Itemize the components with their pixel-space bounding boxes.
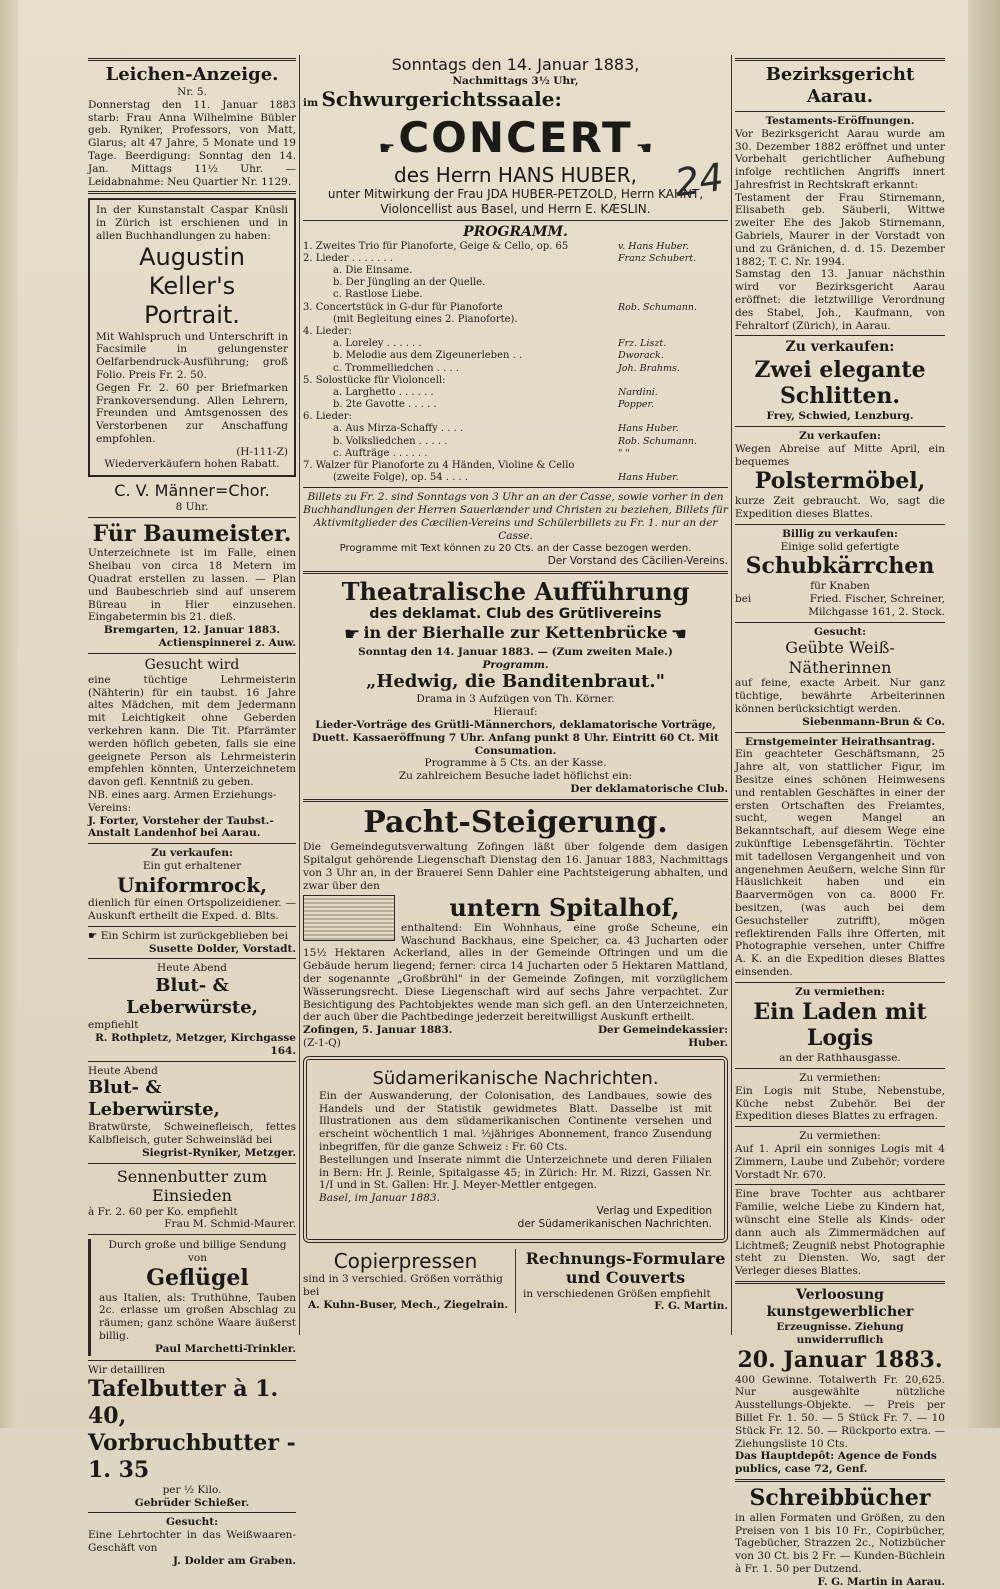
polster-pre: Wegen Abreise auf Mitte April, ein bequemes	[735, 442, 945, 468]
keller-footer: Wiederverkäufern hohen Rabatt.	[104, 458, 280, 471]
programm-row	[303, 363, 728, 375]
programm-row	[303, 399, 728, 411]
pacht-sign: Huber.	[688, 1037, 728, 1050]
schirm-name: Susette Dolder, Vorstadt.	[148, 942, 296, 955]
programm-item: c. Rastlose Liebe.	[333, 289, 423, 301]
tochter-text: Eine brave Tochter aus achtbarer Familie, welche Liebe zu Kindern hat, wünscht eine Stelle als Kinds- oder dann auch als Zimmermädchen auf Lichtmeß; Zeugniß nebst Photographie steht zu Diensten. Wo, sagt der Verleger dieses Blattes.	[735, 1188, 945, 1278]
schlitten-title: Zwei elegante Schlitten.	[754, 356, 926, 410]
gefluegel-ad	[88, 1239, 296, 1355]
tafel-line-1: Tafelbutter à 1. 40,	[88, 1376, 279, 1430]
programm-row	[303, 302, 728, 314]
concert-place-line: im Schwurgerichtssaale:	[303, 87, 562, 112]
lehr-title: Gesucht wird	[144, 656, 240, 673]
uniform-head: Zu verkaufen:	[151, 847, 233, 860]
programm-composer: Frz. Liszt.	[618, 338, 667, 350]
schlitten-head: Zu verkaufen:	[785, 339, 895, 356]
schub-pre: Einige solid gefertigte	[780, 540, 900, 553]
programm-composer	[618, 326, 728, 338]
right-column	[735, 55, 945, 1589]
lehrtochter-sign: J. Dolder am Graben.	[173, 1554, 296, 1567]
logis-head: Zu vermiethen:	[799, 1072, 881, 1085]
pointing-hand-right-icon: ☛	[343, 623, 361, 645]
programm-item: a. Die Einsame.	[333, 265, 413, 277]
theater-play: „Hedwig, die Banditenbraut."	[365, 671, 665, 693]
programm-row	[303, 423, 728, 435]
programm-item: c. Trommelliedchen . . . .	[333, 362, 460, 374]
bezirk-title: Bezirksgericht Aarau.	[765, 64, 915, 107]
bezirk-text-3: Samstag den 13. Januar nächsthin wird vor Bezirksgericht Aarau eröffnet: die letztwillige Verordnung des Stabel, Joh., Kaufmann, von Fehraltorf (Zürich), in Aarau.	[735, 268, 945, 332]
programm-composer: Hans Huber.	[618, 472, 679, 484]
programm-item: b. 2te Gavotte . . . . .	[333, 399, 437, 411]
schreib-title: Schreibbücher	[749, 1484, 931, 1511]
programm-composer: Popper.	[618, 399, 655, 411]
naeh-head: Gesucht:	[814, 625, 866, 638]
copier-title: Copierpressen	[333, 1248, 478, 1273]
tafel-pre: Wir detailliren	[88, 1363, 166, 1376]
pacht-place-date: Zofingen, 5. Januar 1883.	[303, 1024, 453, 1037]
programm-item: c. Aufträge . . . . . .	[333, 447, 428, 459]
programm-row	[303, 277, 728, 289]
programm-item: 6. Lieder:	[303, 411, 352, 423]
polster-title: Polstermöbel,	[754, 468, 926, 495]
verloosung-title: Verloosung kunstgewerblicher	[766, 1286, 914, 1321]
programm-row	[303, 314, 728, 326]
billets-text: Billets zu Fr. 2. sind Sonntags von 3 Uhr an an der Casse, sowie vorher in den Buchhandlungen der Herren Sauerlænder und Christen zu beziehen, Billets für Aktivmitglieder des Cæcilien-Vereins und Schülerbillets zu Fr. 1. nur an der Casse.	[303, 491, 728, 542]
programm-row	[303, 448, 728, 460]
schlitten-sign: Frey, Schwied, Lenzburg.	[766, 410, 914, 423]
uniform-text: dienlich für einen Ortspolizeidiener. — Auskunft ertheilt die Exped. d. Blts.	[88, 897, 296, 923]
leichen-text: Donnerstag den 11. Januar 1883 starb: Frau Anna Wilhelmine Bübler geb. Ryniker, Professors, von Matt, Glarus; alt 47 Jahre, 5 Monate und 19 Tage. Beerdigung: Sonntag den 14. Jan. Mittags 11½ Uhr. — Leidabnahme: Neu Quartier Nr. 1129.	[88, 98, 296, 188]
verloosung-sub: Erzeugnisse. Ziehung unwiderruflich	[776, 1321, 904, 1346]
programm-row	[303, 289, 728, 301]
schub-head: Billig zu verkaufen:	[782, 527, 898, 540]
pacht-role: Der Gemeindekassier:	[597, 1024, 728, 1037]
schub-sign: Fried. Fischer, Schreiner, Milchgasse 161, 2. Stock.	[808, 593, 945, 618]
gefluegel-title: Geflügel	[146, 1264, 249, 1291]
programm-composer: Rob. Schumann.	[618, 301, 697, 313]
blut2-sign: Siegrist-Ryniker, Metzger.	[142, 1146, 296, 1159]
naeh-title: Geübte Weiß-Nätherinnen	[785, 638, 895, 677]
column-divider-left	[299, 55, 300, 1335]
schub-text: bei	[735, 593, 752, 606]
programm-row	[303, 326, 728, 338]
bezirk-text-1: Vor Bezirksgericht Aarau wurde am 30. Dezember 1882 eröffnet und unter Vorbehalt gerichtlicher Aufhebung infolge rechtlichen Angriffs innert Jahresfrist in Rechtskraft erkannt:	[735, 127, 945, 191]
theater-programm: Programm.	[482, 658, 549, 671]
keller-code: (H-111-Z)	[236, 445, 288, 458]
concert-place: Schwurgerichtssaale:	[321, 87, 562, 112]
lehrtochter-head: Gesucht:	[166, 1516, 218, 1529]
suedamerika-sign-1: Verlag und Expedition	[596, 1204, 712, 1217]
leichen-number: Nr. 5.	[177, 85, 207, 98]
keller-title-1: Augustin Keller's	[139, 242, 245, 300]
programm-item: (zweite Folge), op. 54 . . . .	[333, 472, 469, 484]
laden-title: Ein Laden mit Logis	[753, 998, 927, 1052]
pacht-text-1: Die Gemeindegutsverwaltung Zofingen läßt über folgende dem dasigen Spitalgut gehörende Liegenschaft Dienstag den 16. Januar 1883, Nachmittags von 3 Uhr an, in der Brauerei Senn Dahler eine Pachtsteigerung abhalten, und zwar über den	[303, 841, 728, 892]
theater-hierauf: Hierauf:	[493, 706, 538, 719]
blut1-sign: R. Rothpletz, Metzger, Kirchgasse 164.	[95, 1031, 296, 1057]
rechnung-title: Rechnungs-Formulare	[525, 1248, 726, 1268]
concert-with: unter Mitwirkung der Frau JDA HUBER-PETZOLD, Herrn KAHNT, Violoncellist aus Basel, und Herrn E. KÆSLIN.	[327, 187, 704, 216]
pacht-code: (Z-1-Q)	[303, 1037, 341, 1050]
cv-time: 8 Uhr.	[175, 500, 209, 513]
programm-composer	[618, 314, 728, 326]
senn-title: Sennenbutter zum Einsieden	[116, 1166, 268, 1206]
laden-head: Zu vermiethen:	[795, 985, 885, 998]
pointing-hand-left-icon: ☚	[670, 623, 688, 645]
schub-sub: für Knaben	[810, 580, 870, 593]
gefluegel-sign: Paul Marchetti-Trinkler.	[154, 1342, 296, 1355]
blut1-pre: Heute Abend	[157, 962, 227, 975]
programm-composer: " "	[618, 447, 630, 459]
programm-item: a. Aus Mirza-Schaffy . . . .	[333, 423, 464, 435]
bezirk-text-2: Testament der Frau Stirnemann, Elisabeth geb. Säuberli, Wittwe zweiter Ehe des Jakob Stirnemann, Gabriels, Maurer in der Vorstadt von und zu Gränichen, d. d. 15. Dezember 1882; T. C. Nr. 1994.	[735, 191, 945, 268]
uniform-title: Uniformrock,	[116, 872, 268, 897]
programm-row	[303, 436, 728, 448]
rechnung-ad	[523, 1249, 728, 1314]
logis2-head: Zu vermiethen:	[799, 1130, 881, 1143]
lehr-nb: NB. eines aarg. Armen Erziehungs-Vereins:	[88, 789, 277, 814]
pointing-hand-left-icon: ☚	[635, 137, 653, 159]
pointing-hand-icon: ☛	[88, 929, 101, 942]
keller-ad	[88, 198, 296, 477]
programm-composer: Rob. Schumann.	[618, 435, 697, 447]
concert-time: Nachmittags 3½ Uhr,	[452, 74, 579, 87]
baumeister-sign: Actienspinnerei z. Auw.	[158, 637, 296, 649]
keller-title-2: Portrait.	[144, 301, 240, 330]
polster-text: kurze Zeit gebraucht. Wo, sagt die Expedition dieses Blattes.	[735, 495, 945, 520]
tafel-line-2: Vorbruchbutter - 1. 35	[88, 1430, 296, 1483]
concert-title: CONCERT	[398, 112, 633, 162]
lehrtochter-text: Eine Lehrtochter in das Weißwaaren-Geschäft von	[88, 1529, 296, 1554]
programm-composer	[618, 277, 728, 289]
left-column	[88, 55, 296, 1568]
pacht-place-line	[303, 893, 728, 922]
naeh-sign: Siebenmann-Brun & Co.	[802, 715, 945, 728]
programm-item: 3. Concertstück in G-dur für Pianoforte	[303, 301, 503, 313]
naeh-text: auf feine, exacte Arbeit. Nur ganz tüchtige, bewährte Arbeiterinnen können berücksichtigt werden.	[735, 677, 945, 716]
laden-text: an der Rathhausgasse.	[779, 1052, 901, 1065]
theater-date: Sonntag den 14. Januar 1883. — (Zum zweiten Male.)	[358, 645, 673, 658]
programm-composer: Hans Huber.	[618, 423, 679, 435]
middle-column	[303, 55, 728, 1313]
programm-composer	[618, 375, 728, 387]
programm-row	[303, 253, 728, 265]
programm-item: b. Der Jüngling an der Quelle.	[333, 277, 486, 289]
verloosung-text: 400 Gewinne. Totalwerth Fr. 20,625. Nur ausgewählte nützliche Ausstellungs-Objekte. — Preis per Billet Fr. 1. 50. — 5 Stück Fr. 7. — 10 Stück Fr. 12. 50. — Rückporto extra. — Ziehungsliste 10 Cts.	[735, 1373, 945, 1450]
tafel-unit: per ½ Kilo.	[162, 1483, 222, 1496]
baumeister-place: Bremgarten, 12. Januar 1883.	[103, 624, 281, 637]
schreib-sign: F. G. Martin in Aarau.	[817, 1575, 945, 1588]
concert-title-line	[303, 112, 728, 163]
programm-item: 4. Lieder:	[303, 325, 352, 337]
suedamerika-sign-2: der Südamerikanischen Nachrichten.	[517, 1217, 712, 1230]
rechnung-text: in verschiedenen Größen empfiehlt	[523, 1287, 711, 1300]
keller-text-2: Gegen Fr. 2. 60 per Briefmarken Frankoversendung. Allen Lehrern, Freunden und Amtsgenossen des Verstorbenen zur Anschaffung empfohlen.	[96, 381, 288, 445]
programm-list	[303, 241, 728, 485]
theater-invite: Zu zahlreichem Besuche ladet höflichst ein:	[398, 770, 633, 783]
schub-title: Schubkärrchen	[745, 553, 935, 580]
baumeister-text: Unterzeichnete ist im Falle, einen Sheibau von circa 18 Metern im Quadrat erstellen zu lassen. — Plan und Baubeschrieb sind auf unserem Büreau in Hier einzusehen. Eingabetermin bis 21. dieß.	[88, 547, 296, 624]
copier-sign: A. Kuhn-Buser, Mech., Ziegelrain.	[307, 1298, 508, 1311]
keller-intro: In der Kunstanstalt Caspar Knüsli in Zürich ist erschienen und in allen Buchhandlungen zu haben:	[96, 204, 288, 242]
theater-title: Theatralische Aufführung	[341, 576, 690, 606]
blut2-title: Blut- & Leberwürste,	[88, 1077, 220, 1121]
schirm-text: ☛ Ein Schirm ist zurückgeblieben bei	[88, 929, 288, 942]
suedamerika-text-2: Bestellungen und Inserate nimmt die Unterzeichnete und deren Filialen in Bern: Hr. J. Reinle, Spitalgasse 45; in Zürich: Hr. M. Rizzi, Gassen Nr. 1/I und in St. Gallen: Hr. J. Meyer-Mettler entgegen.	[319, 1153, 712, 1192]
logis2-text: Auf 1. April ein sonniges Logis mit 4 Zimmern, Laube und Zubehör; vordere Vorstadt Nr. 670.	[735, 1143, 945, 1181]
copier-text: sind in 3 verschied. Größen vorräthig bei	[303, 1272, 503, 1298]
programm-composer	[618, 265, 728, 277]
pacht-footer	[303, 1024, 728, 1037]
baumeister-title: Für Baumeister.	[92, 520, 292, 547]
bottom-ads	[303, 1249, 728, 1314]
suedamerika-ad	[303, 1056, 728, 1243]
gefluegel-text: aus Italien, als: Truthühne, Tauben 2c. erlasse um großen Abschlag zu räumen; ganz schöne Waare äußerst billig.	[99, 1291, 296, 1343]
programm-row	[303, 411, 728, 423]
programm-composer: Dworack.	[618, 350, 664, 362]
programm-item: a. Loreley . . . . . .	[333, 338, 422, 350]
theater-place: in der Bierhalle zur Kettenbrücke	[363, 622, 668, 642]
verloosung-depot: Das Hauptdepôt: Agence de Fonds publics, case 72, Genf.	[735, 1450, 937, 1476]
programm-item: a. Larghetto . . . . . .	[333, 386, 434, 398]
handwritten-annotation: 24	[672, 154, 727, 206]
concert-date: Sonntags den 14. Januar 1883,	[391, 55, 640, 74]
programm-composer	[618, 460, 728, 472]
blut1-title: Blut- & Leberwürste,	[126, 975, 258, 1019]
programm-row	[303, 387, 728, 399]
uniform-sub: Ein gut erhaltener	[142, 860, 242, 873]
theater-lieder: Lieder-Vorträge des Grütli-Männerchors, deklamatorische Vorträge, Duett. Kassaeröffnung 7 Uhr. Anfang punkt 8 Uhr. Eintritt 60 Ct. Mit Consumation.	[312, 719, 719, 757]
programm-row	[303, 338, 728, 350]
programm-item: b. Volksliedchen . . . . .	[333, 435, 448, 447]
heirat-title: Ernstgemeinter Heirathsantrag.	[744, 735, 936, 748]
blut1-text: empfiehlt	[88, 1019, 139, 1032]
programm-item: 7. Walzer für Pianoforte zu 4 Händen, Violine & Cello	[303, 460, 575, 472]
vorstand-sign: Der Vorstand des Cäcilien-Vereins.	[547, 554, 728, 567]
page-left-edge	[0, 0, 18, 1428]
theater-sign: Der deklamatorische Club.	[570, 783, 728, 796]
programm-composer: Franz Schubert.	[618, 252, 697, 264]
verloosung-date: 20. Januar 1883.	[737, 1346, 943, 1373]
rechnung-title-2: und Couverts	[565, 1268, 686, 1288]
gefluegel-pre: Durch große und billige Sendung von	[108, 1239, 287, 1265]
schreib-text: in allen Formaten und Größen, zu den Preisen von 1 bis 10 Fr., Copirbücher, Tagebücher, Strazzen 2c., Notizbücher von 30 Ct. bis 2 Fr. — Kunden-Büchlein à Fr. 1. 50 per Dutzend.	[735, 1511, 945, 1575]
theater-programme: Programme à 5 Cts. an der Kasse.	[424, 757, 607, 770]
lehr-text: eine tüchtige Lehrmeisterin (Nähterin) für ein taubst. 16 Jahre altes Mädchen, mit dem Jedermann mit Leichtigkeit ohne Geberden verkehren kann. Die Tit. Pfarrämter werden höflich gebeten, falls sie eine geeignete Person als Lehrmeisterin empfehlen könnten, Unterzeichnetem davon gefl. Kenntniß zu geben.	[88, 673, 296, 789]
pointing-hand-right-icon: ☛	[378, 137, 395, 159]
programm-item: b. Melodie aus dem Zigeunerleben . .	[333, 350, 523, 362]
suedamerika-title: Südamerikanische Nachrichten.	[372, 1067, 659, 1089]
lehr-sign: J. Forter, Vorsteher der Taubst.-Anstalt Landenhof bei Aarau.	[88, 814, 274, 840]
programm-row	[303, 375, 728, 387]
bezirk-sub: Testaments-Eröffnungen.	[765, 114, 915, 127]
programm-composer	[618, 411, 728, 423]
programm-row	[303, 241, 728, 253]
programm-composer	[618, 289, 728, 301]
blut2-text: Bratwürste, Schweinefleisch, fettes Kalbfleisch, guter Schweinsläd bei	[88, 1121, 296, 1146]
heirat-text: Ein geachteter Geschäftsmann, 25 Jahre alt, von stattlicher Figur, im Besitze eines schönen Heimwesens und rentablen Geschäftes in einer der ersten Ortschaften des Freiamtes, sucht, wegen Mangel an Bekanntschaft, auf diesem Wege eine zukünftige Lebensgefährtin. Töchter mit tadellosen Vergangenheit und von angenehmen Aeußern, welche Sinn für Häuslichkeit haben und ein Baarvermögen von ca. 8000 Fr. besitzen, (was auch bei dem Gesuchsteller zutrifft), mögen reflektirenden Falls ihre Offerten, mit Photographie versehen, unter Chiffre A. K. an die Expedition dieses Blattes einsenden.	[735, 748, 945, 978]
pacht-title: Pacht-Steigerung.	[363, 804, 668, 840]
cv-title: C. V. Männer=Chor.	[114, 481, 270, 501]
theater-drama: Drama in 3 Aufzügen von Th. Körner.	[416, 693, 615, 706]
programm-item: 5. Solostücke für Violoncell:	[303, 374, 446, 386]
programme-text: Programme mit Text können zu 20 Cts. an der Casse bezogen werden.	[339, 542, 692, 554]
blut2-pre: Heute Abend	[88, 1064, 158, 1077]
programm-title: PROGRAMM.	[463, 223, 568, 240]
programm-row	[303, 460, 728, 472]
pacht-place: untern Spitalhof,	[449, 892, 680, 922]
keller-text: Mit Wahlspruch und Unterschrift in Facsimile in gelungenster Oelfarbendruck-Ausführung; groß Folio. Preis Fr. 2. 50.	[96, 330, 288, 381]
page-right-edge	[968, 0, 1000, 1428]
programm-composer: Nardini.	[618, 386, 658, 398]
tafel-sign: Gebrüder Schießer.	[134, 1496, 250, 1509]
leichen-title: Leichen-Anzeige.	[105, 64, 279, 85]
theater-place-line	[303, 623, 728, 646]
programm-item: 1. Zweites Trio für Pianoforte, Geige & Cello, op. 65	[303, 240, 569, 252]
logis-text: Ein Logis mit Stube, Nebenstube, Küche nebst Zubehör. Bei der Expedition dieses Blattes zu erfragen.	[735, 1084, 945, 1123]
programm-row	[303, 472, 728, 484]
programm-row	[303, 350, 728, 362]
programm-row	[303, 265, 728, 277]
pacht-text-2: enthaltend: Ein Wohnhaus, eine große Scheune, ein Waschund Backhaus, eine Speicher, ca. 43 Jucharten oder 15½ Hektaren Ackerland, alles in der Gemeinde Oftringen und um die Gebäude herum liegend; ferner: circa 14 Jucharten oder 5 Hektaren Mattland, der sogenannte „Großbrühl" in der Gemeinde Zofingen, mit vorzüglichem Wässerungsrecht. Diese Liegenschaft wird auf sechs Jahre verpachtet. Zur Besichtigung des Pachtobjektes wende man sich gefl. an den Unterzeichneten, der auch über die Pachtbedinge jederzeit bereitwilligst Auskunft ertheilt.	[303, 921, 728, 1024]
programm-item: (mit Begleitung eines 2. Pianoforte).	[333, 313, 518, 325]
senn-sign: Frau M. Schmid-Maurer.	[164, 1218, 296, 1231]
programm-composer: v. Hans Huber.	[618, 240, 689, 252]
programm-item: 2. Lieder . . . . . . .	[303, 252, 394, 264]
senn-text: à Fr. 2. 60 per Ko. empfiehlt	[88, 1205, 238, 1218]
programm-composer: Joh. Brahms.	[618, 362, 680, 374]
farmhouse-illustration	[303, 895, 395, 941]
polster-head: Zu verkaufen:	[799, 429, 881, 442]
suedamerika-text: Ein der Auswanderung, der Colonisation, des Landbaues, sowie des Handels und der Statistik gewidmetes Blatt. Dasselbe ist mit Illustrationen aus dem südamerikanischen Continente versehen und erscheint wöchentlich 1 mal. ½jähriges Abonnement, franco Zusendung inbegriffen, für die ganze Schweiz : Fr. 60 Cts.	[319, 1089, 712, 1153]
rechnung-sign: F. G. Martin.	[654, 1300, 728, 1313]
suedamerika-date: Basel, im Januar 1883.	[319, 1192, 440, 1205]
column-divider-right	[731, 55, 732, 1335]
concert-artist: des Herrn HANS HUBER,	[394, 162, 637, 187]
copier-ad	[303, 1249, 508, 1314]
theater-sub: des deklamat. Club des Grütlivereins	[369, 605, 662, 622]
